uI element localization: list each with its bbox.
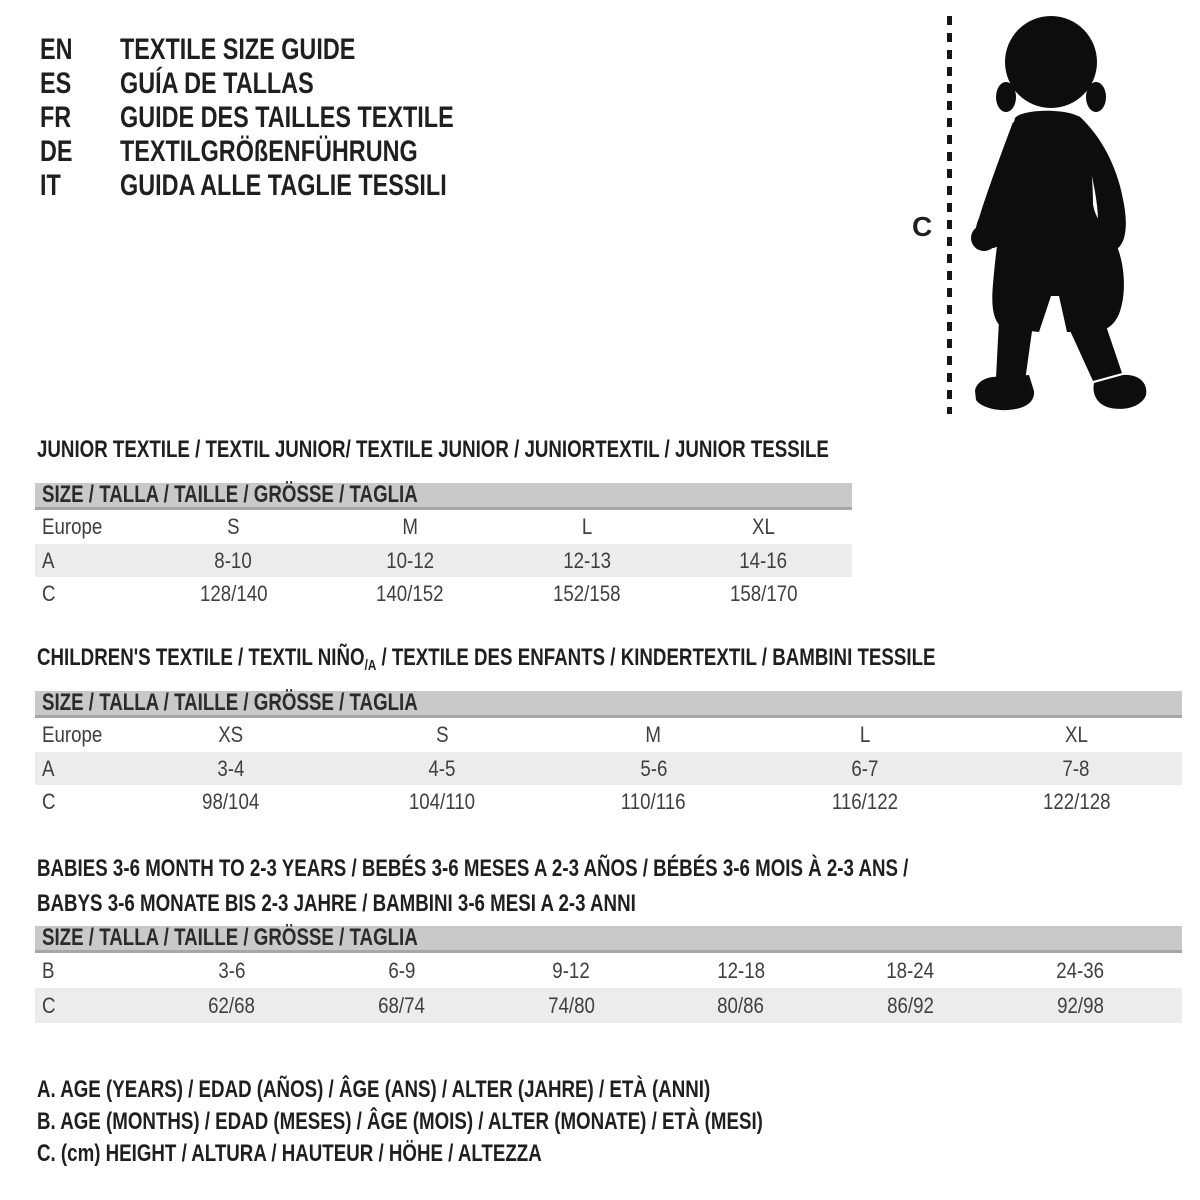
height-cell: 74/80 [547,992,595,1018]
size-cell: XL [752,514,776,539]
height-measure-label: C [912,211,933,242]
age-cell: 9-12 [552,957,590,983]
measurement-legend [37,1074,968,1170]
table-row-height-cm [35,577,852,611]
guide-title-fr: GUIDE DES TAILLES TEXTILE [120,101,454,134]
junior-size-table [35,483,852,611]
babies-section-title-line2: BABYS 3-6 MONATE BIS 2-3 JAHRE / BAMBINI 3-6 MESI A 2-3 ANNI [37,890,636,917]
age-cell: 12-18 [716,957,765,983]
table-row-age-months [35,953,1182,988]
guide-title-es: GUÍA DE TALLAS [120,67,314,100]
height-cell: 80/86 [717,992,765,1018]
junior-size-header-bar [35,483,852,510]
age-cell: 3-6 [218,957,246,983]
children-section-title: CHILDREN'S TEXTILE / TEXTIL $NIÑO_{/A}$ / TEXTILE DES ENFANTS / KINDERTEXTIL / BAMBINI TESSILE [37,644,936,674]
guide-title-de: TEXTILGRÖßENFÜHRUNG [120,135,418,168]
height-cell: 86/92 [887,992,934,1018]
height-cell: 92/98 [1056,992,1104,1018]
size-cell: XL [1064,722,1088,747]
size-cell: L [859,722,871,747]
guide-title-it: GUIDA ALLE TAGLIE TESSILI [120,169,447,202]
age-cell: 14-16 [739,547,788,573]
table-row-height-cm [35,785,1182,819]
row-label-a: A [42,547,55,573]
table-row-age-years [35,752,1182,785]
language-code: IT [40,169,61,202]
table-row-age-years [35,544,852,577]
language-code: EN [40,33,73,66]
legend-age-years: A. AGE (YEARS) / EDAD (AÑOS) / ÂGE (ANS) / ALTER (JAHRE) / ETÀ (ANNI) [37,1076,711,1103]
language-code: ES [40,67,72,100]
size-cell: S [435,722,449,747]
row-label-c: C [42,581,56,606]
age-cell: 24-36 [1056,957,1105,983]
babies-size-table [35,926,1182,1023]
size-cell: S [227,514,240,539]
row-label-c: C [42,789,56,814]
row-label-europe: Europe [42,722,103,747]
babies-size-header-bar [35,926,1182,953]
height-cell: 110/116 [621,789,686,814]
height-cell: 68/74 [378,992,425,1018]
table-row-height-cm [35,988,1182,1023]
babies-section-title-line1: BABIES 3-6 MONTH TO 2-3 YEARS / BEBÉS 3-6 MESES A 2-3 AÑOS / BÉBÉS 3-6 MOIS À 2-3 ANS / [37,855,909,882]
guide-title-en: TEXTILE SIZE GUIDE [120,33,356,66]
legend-height-cm: C. (cm) HEIGHT / ALTURA / HAUTEUR / HÖHE / ALTEZZA [37,1140,542,1167]
row-label-europe: Europe [42,514,103,539]
height-cell: 122/128 [1042,789,1111,814]
age-cell: 18-24 [886,957,935,983]
height-cell: 140/152 [376,581,444,606]
size-cell: XS [218,722,244,747]
language-code: DE [40,135,73,168]
size-cell: M [645,722,662,747]
height-cell: 116/122 [831,789,899,814]
row-label-a: A [42,755,55,781]
language-code-column [40,33,73,203]
age-cell: 3-4 [217,755,245,781]
row-label-b: B [42,957,55,983]
age-cell: 5-6 [639,755,668,781]
row-label-c: C [42,992,56,1018]
height-cell: 98/104 [202,789,260,814]
age-cell: 8-10 [214,547,253,573]
age-cell: 7-8 [1062,755,1090,781]
height-cell: 152/158 [553,581,621,606]
height-cell: 104/110 [408,789,476,814]
language-code: FR [40,101,72,134]
legend-age-months: B. AGE (MONTHS) / EDAD (MESES) / ÂGE (MOIS) / ALTER (MONATE) / ETÀ (MESI) [37,1108,763,1135]
height-cell: 128/140 [199,581,268,606]
size-cell: L [581,514,593,539]
age-cell: 6-7 [851,755,879,781]
age-cell: 4-5 [428,755,456,781]
language-label-column [120,33,454,203]
title-subscript: /A [364,657,377,674]
table-row-sizes [35,510,852,544]
height-cell: 158/170 [729,581,798,606]
size-header-label: SIZE / TALLA / TAILLE / GRÖSSE / TAGLIA [42,689,418,716]
table-row-sizes [35,718,1182,752]
baby-silhouette-icon [963,14,1155,416]
height-measure-dashed-line [947,16,952,414]
height-cell: 62/68 [208,992,256,1018]
junior-section-title: JUNIOR TEXTILE / TEXTIL JUNIOR/ TEXTILE JUNIOR / JUNIORTEXTIL / JUNIOR TESSILE [37,436,829,463]
age-cell: 6-9 [387,957,416,983]
size-cell: M [402,514,418,539]
size-header-label: SIZE / TALLA / TAILLE / GRÖSSE / TAGLIA [42,481,418,508]
children-size-header-bar [35,691,1182,718]
age-cell: 12-13 [562,547,611,573]
children-size-table [35,691,1182,819]
size-header-label: SIZE / TALLA / TAILLE / GRÖSSE / TAGLIA [42,924,418,951]
age-cell: 10-12 [386,547,435,573]
